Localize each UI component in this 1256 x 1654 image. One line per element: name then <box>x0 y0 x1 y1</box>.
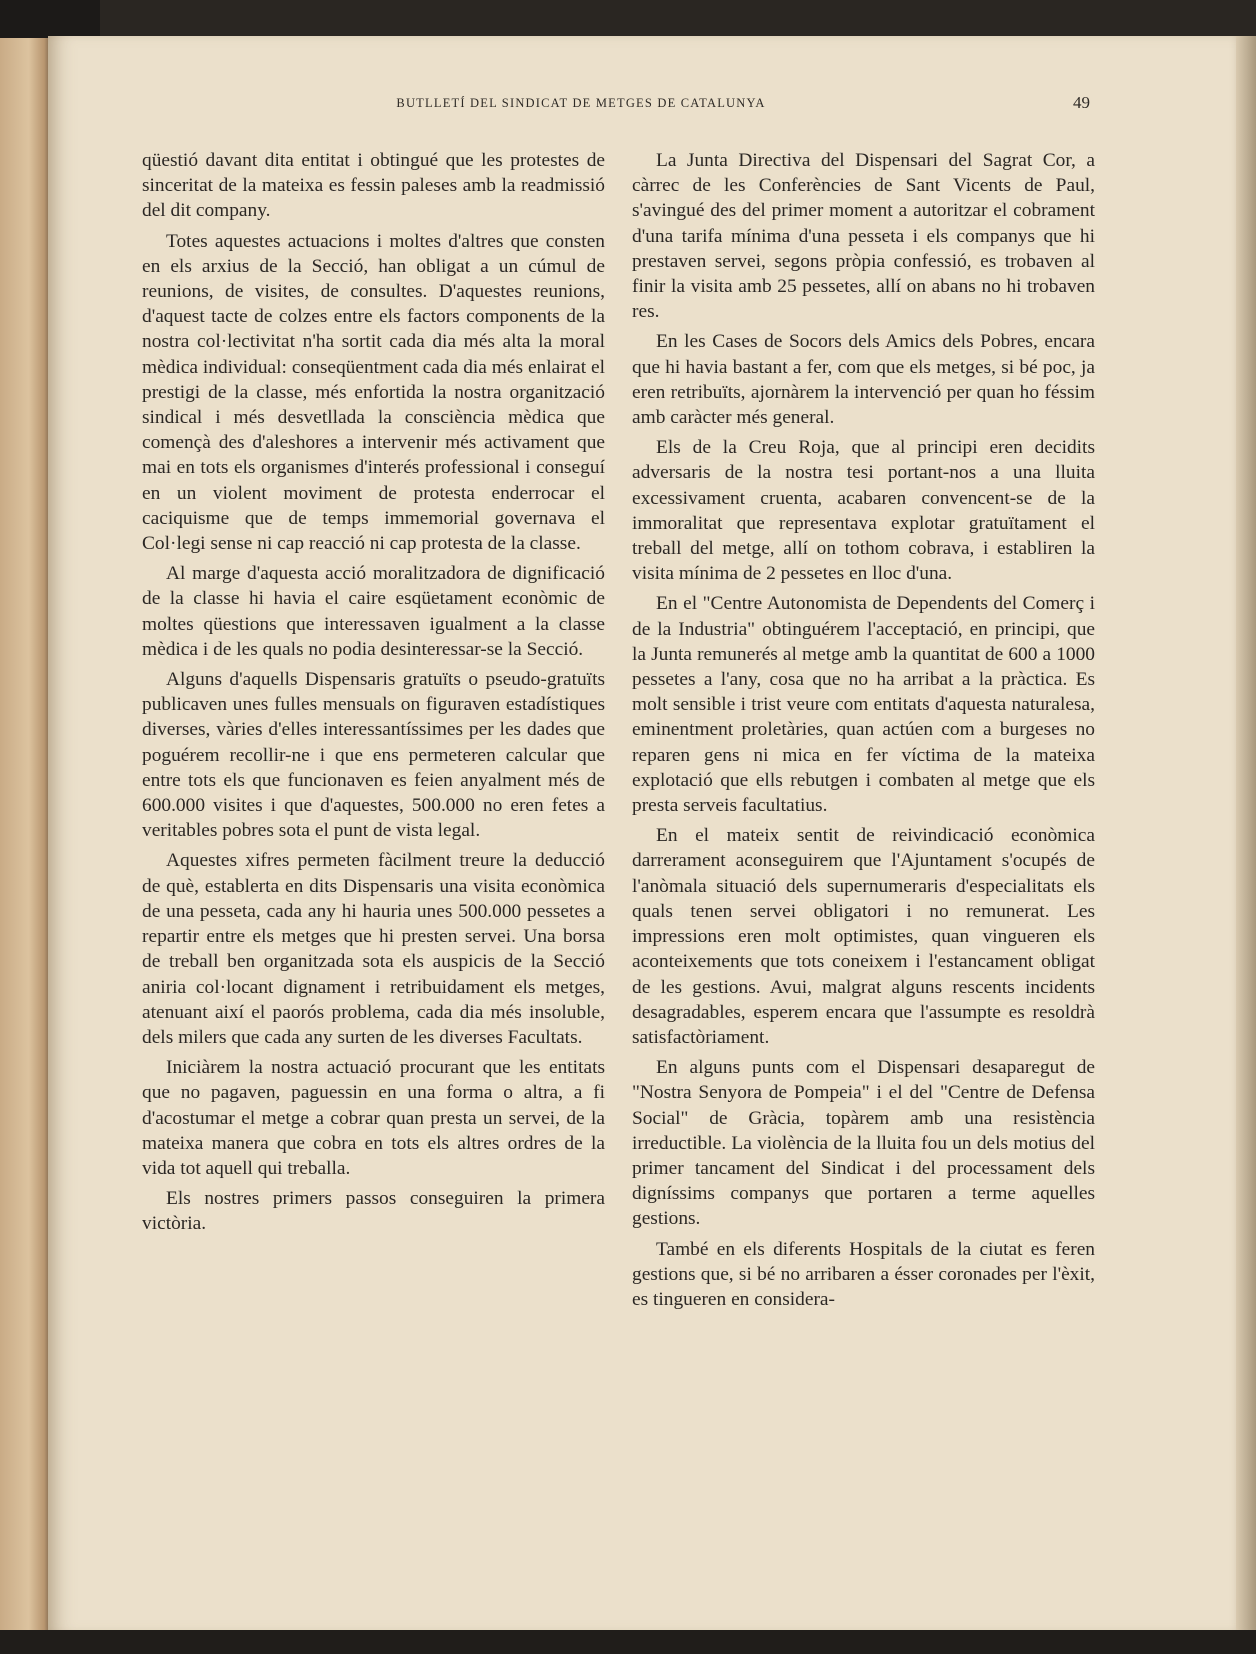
paragraph: Alguns d'aquells Dispensaris gratuïts o pseudo-gratuïts publicaven unes fulles mensuals on figuraven estadístiques diverses, vàries d'elles interessantíssimes per les dades que poguérem recollir-ne i que ens permeteren calcular que entre tots els que funcionaven es feien anyalment més de 600.000 visites i que d'aquestes, 500.000 no eren fetes a veritables pobres sota el punt de vista legal. <box>142 669 605 842</box>
paragraph: Iniciàrem la nostra actuació procurant que les entitats que no pagaven, paguessin en una forma o altra, a fi d'acostumar el metge a cobrar quan presta un servei, de la mateixa manera que cobra en tots els altres ordres de la vida tot aquell qui treballa. <box>142 1057 605 1179</box>
page-right-edge <box>1236 36 1256 1636</box>
running-title: BUTLLETÍ DEL SINDICAT DE METGES DE CATALUNYA <box>396 96 766 110</box>
paragraph: En el "Centre Autonomista de Dependents del Comerç i de la Industria" obtinguérem l'acceptació, en principi, que la Junta remunerés al metge amb la quantitat de 600 a 1000 pessetes a l'any, cosa que no ha arribat a la pràctica. Es molt sensible i trist veure com entitats d'aquesta naturalesa, eminentment proletàries, quan actúen com a burgeses no reparen gens ni mica en fer víctima de la mateixa explotació que ells rebutgen i combaten al metge que els presta serveis facultatius. <box>632 593 1095 817</box>
left-column <box>142 148 605 1242</box>
paragraph: Els de la Creu Roja, que al principi eren decidits adversaris de la nostra tesi portant-nos a una lluita excessivament cruenta, acabaren convencent-se de la immoralitat que representava explotar gratuïtament el treball del metge, allí on tothom cobrava, i establiren la visita mínima de 2 pessetes en lloc d'una. <box>632 437 1095 585</box>
page-number: 49 <box>1073 93 1090 112</box>
paragraph: En el mateix sentit de reivindicació econòmica darrerament aconseguirem que l'Ajuntament s'ocupés de l'anòmala situació dels supernumeraris d'especialitats els quals tenen servei obligatori i no remunerat. Les impressions eren molt optimistes, quan vingueren els aconteixements que tots coneixem i l'estancament obligat de les gestions. Avui, malgrat alguns rescents incidents desagradables, esperem encara que l'assumpte es resoldrà satisfactòriament. <box>632 825 1095 1048</box>
scan-background-bottom <box>0 1630 1256 1654</box>
page-header <box>142 93 1090 120</box>
paragraph: Totes aquestes actuacions i moltes d'altres que consten en els arxius de la Secció, han obligat a un cúmul de reunions, de visites, de consultes. D'aquestes reunions, d'aquest tacte de colzes entre els factors components de la nostra col·lectivitat n'ha sortit cada dia més alta la moral mèdica individual: conseqüentment cada dia més enlairat el prestigi de la classe, més enfortida la nostra organització sindical i més desvetllada la consciència mèdica que començà des d'aleshores a intervenir més activament que mai en tots els organismes d'interés professional i conseguí en un violent moviment de protesta enderrocar el caciquisme que de temps immemorial governava el Col·legi sense ni cap reacció ni cap protesta de la classe. <box>142 230 605 555</box>
paragraph: Els nostres primers passos conseguiren la primera victòria. <box>142 1188 605 1235</box>
paragraph: La Junta Directiva del Dispensari del Sagrat Cor, a càrrec de les Conferències de Sant Vicents de Paul, s'avingué des del primer moment a autoritzar el cobrament d'una tarifa mínima d'una pesseta i els companys que hi prestaven servei, segons pròpia confessió, es trobaven al finir la visita amb 25 pessetes, allí on abans no hi trobaven res. <box>632 150 1095 323</box>
right-column <box>632 148 1095 1317</box>
paragraph: En les Cases de Socors dels Amics dels Pobres, encara que hi havia bastant a fer, com que els metges, si bé poc, ja eren retribuïts, ajornàrem la intervenció per quan ho féssim amb caràcter més general. <box>632 331 1095 429</box>
paragraph: En alguns punts com el Dispensari desaparegut de "Nostra Senyora de Pompeia" i el del "Centre de Defensa Social" de Gràcia, topàrem amb una resistència irreductible. La violència de la lluita fou un dels motius del primer tancament del Sindicat i del processament dels digníssims companys que portaren a terme aquelles gestions. <box>632 1057 1095 1230</box>
adjacent-page-edge <box>0 38 52 1634</box>
paragraph: Al marge d'aquesta acció moralitzadora de dignificació de la classe hi havia el caire esqüetament econòmic de moltes qüestions que interessaven igualment a la classe mèdica i de les quals no podia desinteressar-se la Secció. <box>142 563 605 660</box>
paragraph: També en els diferents Hospitals de la ciutat es feren gestions que, si bé no arribaren a ésser coronades per l'èxit, es tingueren en considera- <box>632 1238 1095 1310</box>
paragraph: Aquestes xifres permeten fàcilment treure la deducció de què, establerta en dits Dispensaris una visita econòmica de una pesseta, cada any hi hauria unes 500.000 pessetes a repartir entre els metges que hi presten servei. Una borsa de treball ben organitzada sota els auspicis de la Secció aniria col·locant dignament i retribuidament els metges, atenuant així el paorós problema, cada dia més insoluble, dels milers que cada any surten de les diverses Facultats. <box>142 850 605 1048</box>
paragraph: qüestió davant dita entitat i obtingué que les protestes de sinceritat de la mateixa es fessin paleses amb la readmissió del dit company. <box>142 150 605 222</box>
scan-background-top <box>100 0 1256 36</box>
